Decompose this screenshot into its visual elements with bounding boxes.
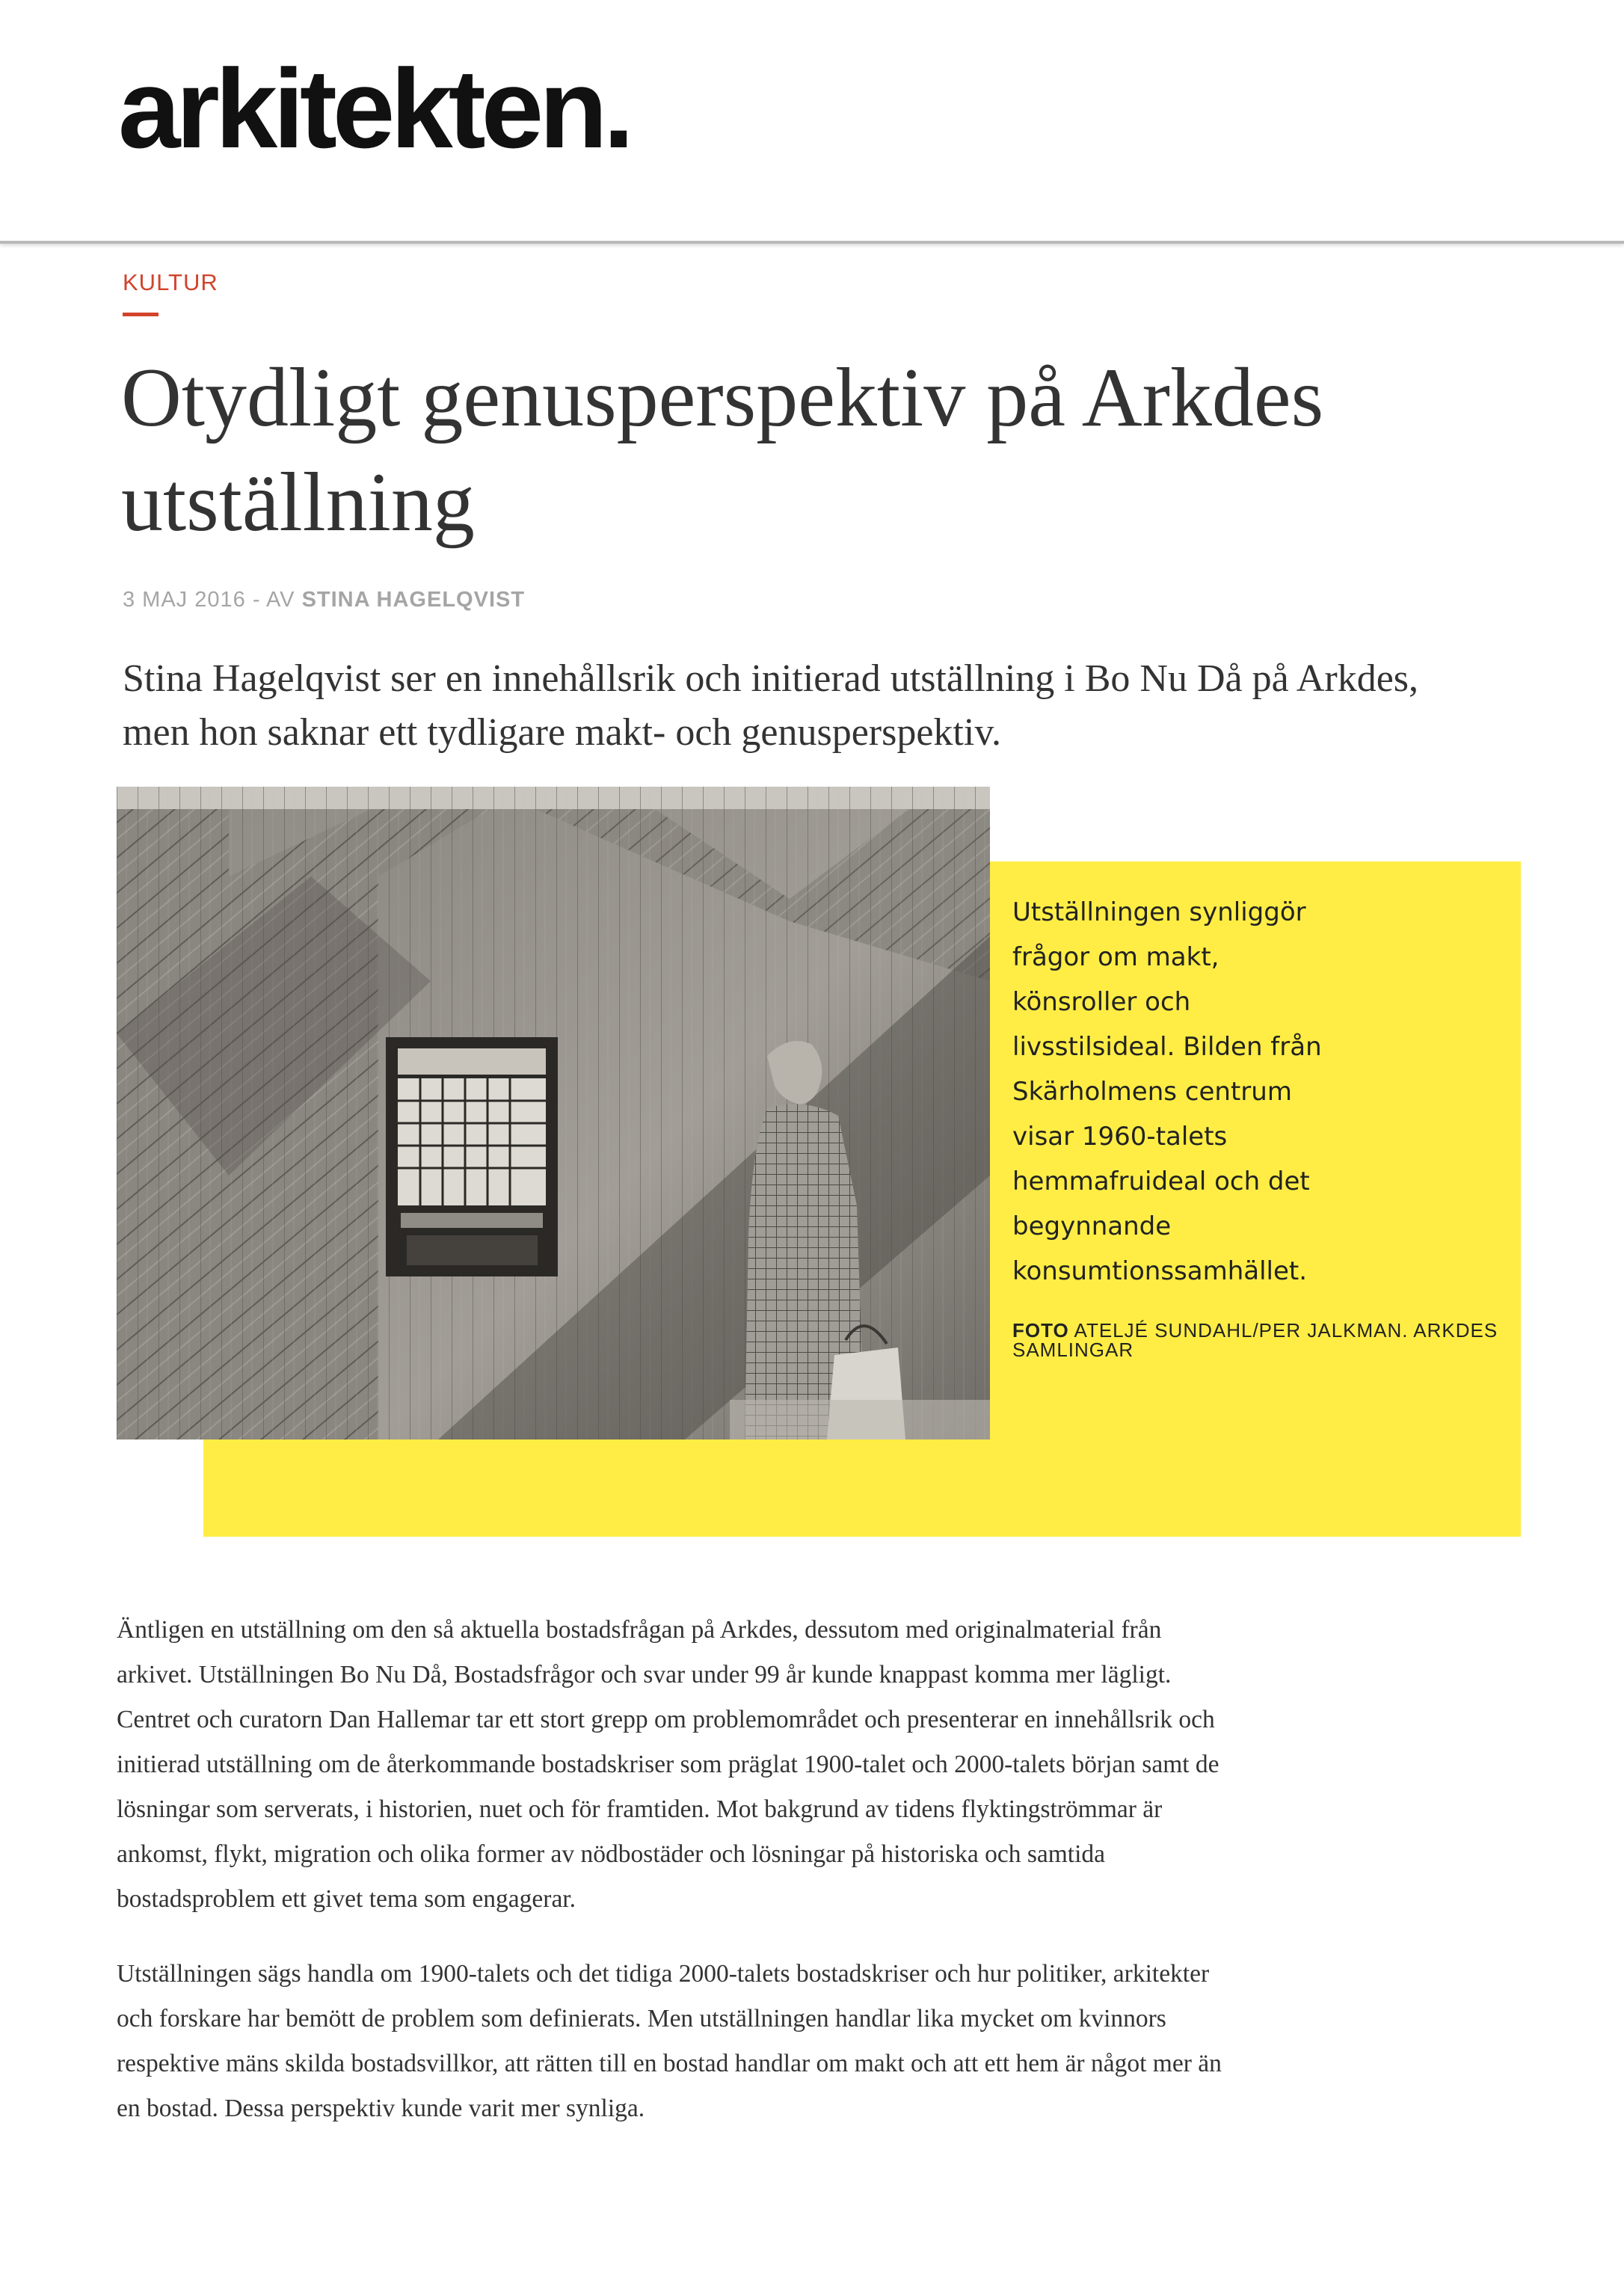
category-underline: [123, 313, 159, 316]
credit-text: ATELJÉ SUNDAHL/PER JALKMAN. ARKDES SAMLINGAR: [1012, 1319, 1498, 1361]
article-photo: [117, 787, 990, 1439]
article-title: Otydligt genusperspektiv på Arkdes utställning: [121, 351, 1324, 549]
byline-label: AV: [265, 588, 295, 612]
article-lead: Stina Hagelqvist ser en innehållsrik och initierad utställning i Bo Nu Då på Arkdes, men hon saknar ett tydligare makt- och genusperspektiv.: [123, 657, 1419, 754]
article-author[interactable]: STINA HAGELQVIST: [301, 588, 526, 612]
article-meta: [123, 588, 525, 612]
body-paragraph: Utställningen sägs handla om 1900-talets och det tidiga 2000-talets bostadskriser och hur politiker, arkitekter och forskare har bemött de problem som definierats. Men utställningen handlar lika mycket om kvinnors respektive mäns skilda bostadsvillkor, att rätten till en bostad handlar om makt och att ett hem är något mer än en bostad. Dessa perspektiv kunde varit mer synliga.: [117, 1960, 1222, 2122]
site-header: [0, 0, 1624, 244]
credit-label: FOTO: [1012, 1319, 1069, 1342]
image-credit: [1012, 1321, 1506, 1359]
site-logo[interactable]: arkitekten.: [118, 46, 630, 171]
article-body: [117, 1608, 1238, 2161]
image-caption: Utställningen synliggör frågor om makt, könsroller och livsstilsideal. Bilden från Skärholmens centrum visar 1960-talets hemmafruideal och det begynnande konsumtionssamhället.: [1012, 897, 1322, 1286]
meta-separator: -: [252, 588, 266, 612]
body-paragraph: Äntligen en utställning om den så aktuella bostadsfrågan på Arkdes, dessutom med originalmaterial från arkivet. Utställningen Bo Nu Då, Bostadsfrågor och svar under 99 år kunde knappast komma mer lägligt. Centret och curatorn Dan Hallemar tar ett stort grepp om problemområdet och presenterar en innehållsrik och initierad utställning om de återkommande bostadskriser som präglat 1900-talet och 2000-talets början samt de lösningar som serverats, i historien, nuet och för framtiden. Mot bakgrund av tidens flyktingströmmar är ankomst, flykt, migration och olika former av nödbostäder och lösningar på historiska och samtida bostadsproblem ett givet tema som engagerar.: [117, 1616, 1219, 1913]
article-date: 3 MAJ 2016: [123, 588, 246, 612]
article-category[interactable]: KULTUR: [123, 269, 218, 295]
